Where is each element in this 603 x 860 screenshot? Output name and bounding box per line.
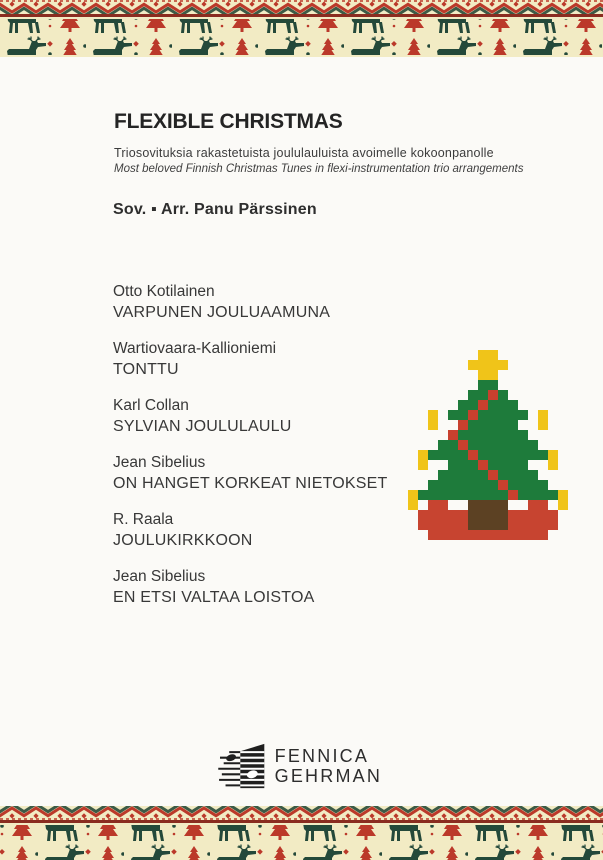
song-entry <box>113 396 443 438</box>
publisher-name <box>275 746 382 787</box>
subtitle-english: Most beloved Finnish Christmas Tunes in flexi-instrumentation trio arrangements <box>114 163 524 175</box>
song-list <box>113 282 443 624</box>
song-composer: Otto Kotilainen <box>113 283 215 300</box>
song-entry <box>113 510 443 552</box>
pixel-christmas-tree-icon <box>408 350 568 540</box>
song-composer: Karl Collan <box>113 397 189 414</box>
bottom-knit-border <box>0 806 603 860</box>
song-entry <box>113 453 443 495</box>
song-title: SYLVIAN JOULULAULU <box>113 418 292 435</box>
top-knit-border <box>0 0 603 57</box>
song-entry <box>113 339 443 381</box>
page-title: FLEXIBLE CHRISTMAS <box>114 110 343 133</box>
song-title: EN ETSI VALTAA LOISTOA <box>113 589 315 606</box>
song-title: VARPUNEN JOULUAAMUNA <box>113 304 331 321</box>
publisher-name-line1: FENNICA <box>274 745 370 766</box>
publisher-logo-icon <box>218 742 266 790</box>
song-entry <box>113 282 443 324</box>
song-entry <box>113 567 443 609</box>
song-composer: R. Raala <box>113 511 174 528</box>
song-composer: Wartiovaara-Kallioniemi <box>113 340 277 357</box>
song-composer: Jean Sibelius <box>113 454 206 471</box>
publisher-name-line2: GEHRMAN <box>274 766 383 786</box>
song-composer: Jean Sibelius <box>113 568 206 585</box>
fennica-gehrman-logo <box>218 742 382 790</box>
song-title: JOULUKIRKKOON <box>113 532 253 549</box>
song-title: ON HANGET KORKEAT NIETOKSET <box>113 475 388 492</box>
song-title: TONTTU <box>113 361 179 378</box>
arranger-line: Sov. ▪ Arr. Panu Pärssinen <box>113 201 317 218</box>
subtitle-finnish: Triosovituksia rakastetuista joululauluista avoimelle kokoonpanolle <box>114 146 494 160</box>
